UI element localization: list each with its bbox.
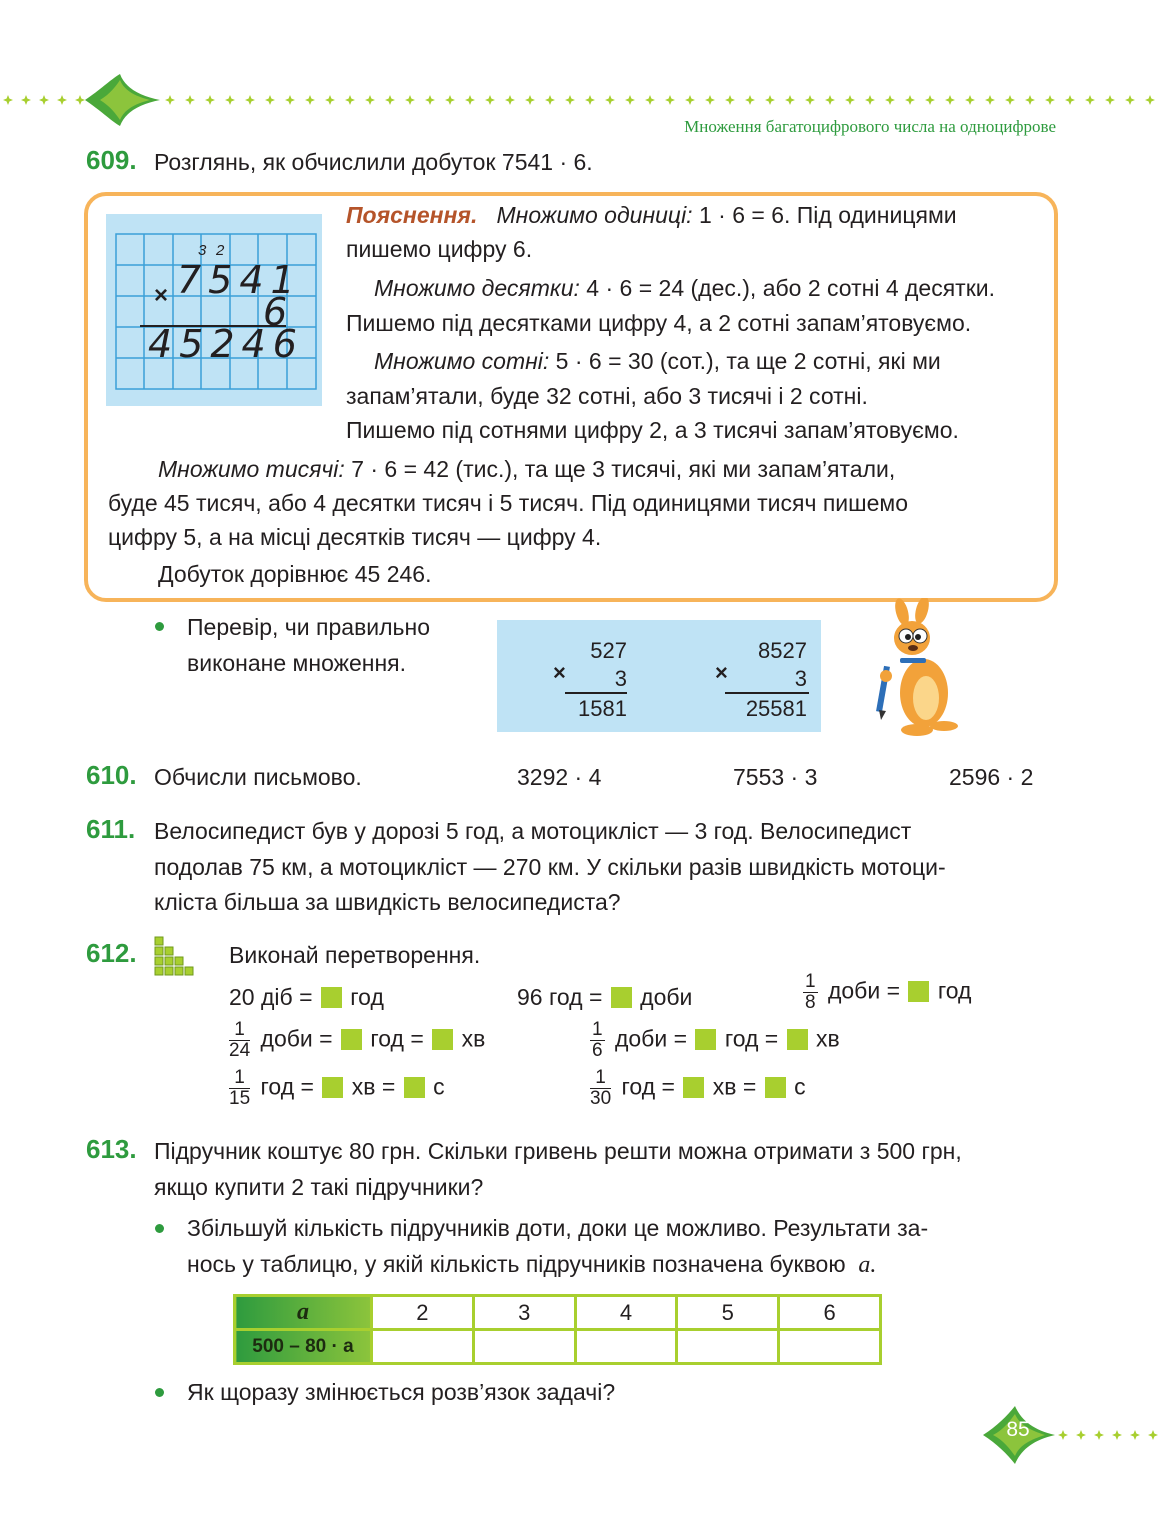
conversion-1: 20 діб = год — [229, 984, 384, 1010]
conversion-2: 96 год = доби — [517, 984, 693, 1010]
expression-2: 7553 · 3 — [733, 764, 818, 790]
conversion-4: $\frac{1}{24}$ доби = год = хв — [229, 1019, 486, 1061]
multiply-sign: × — [154, 282, 169, 309]
bullet — [155, 1224, 164, 1233]
table-empty-cell[interactable] — [779, 1330, 881, 1364]
conversion-3: $\frac{1}{8}$ доби = год — [805, 971, 972, 1013]
table-empty-cell[interactable] — [473, 1330, 575, 1364]
table-header-a: a — [235, 1296, 372, 1330]
results-table — [233, 1294, 882, 1365]
table-empty-cell[interactable] — [372, 1330, 474, 1364]
conversion-6: $\frac{1}{15}$ год = хв = с — [229, 1067, 445, 1109]
exercise-612-task: Виконай перетворення. — [229, 942, 481, 968]
carry-digit-2: 2 — [216, 242, 225, 259]
check-line-1: Перевір, чи правильно — [187, 614, 431, 640]
answer-box — [611, 987, 632, 1008]
variable-a: a. — [858, 1252, 877, 1278]
table-empty-cell[interactable] — [677, 1330, 779, 1364]
explanation-line-11: Добуток дорівнює 45 246. — [158, 561, 432, 587]
exercise-609-task: Розглянь, як обчислили добуток 7541 · 6. — [154, 149, 593, 175]
exercise-610-task: Обчисли письмово. — [154, 764, 362, 790]
grid-multiplicand: 7541 — [177, 258, 302, 302]
explanation-line-7: Пишемо під сотнями цифру 2, а 3 тисячі запам’ятовуємо. — [346, 417, 959, 443]
grid-product: 45246 — [148, 322, 304, 366]
multiplication-grid — [106, 214, 322, 406]
calc1-result: 1581 — [578, 696, 627, 721]
explanation-line-4: Пишемо під десятками цифру 4, а 2 сотні запам’ятовуємо. — [346, 310, 972, 336]
exercise-611-line-3: кліста більша за швидкість велосипедиста? — [154, 889, 621, 915]
running-title: Множення багатоцифрового числа на одноцифрове — [684, 117, 1056, 136]
table-cell: 4 — [575, 1296, 677, 1330]
carry-digit-1: 3 — [198, 242, 207, 259]
calc2-multiplier: 3 — [794, 666, 807, 691]
check-line-2: виконане множення. — [187, 650, 407, 676]
bullet — [155, 1388, 164, 1397]
explanation-line-10: цифру 5, а на місці десятків тисяч — цифру 4. — [108, 524, 602, 550]
difficulty-blocks-icon — [154, 936, 200, 978]
table-empty-cell[interactable] — [575, 1330, 677, 1364]
explanation-line-5: Множимо сотні: 5 · 6 = 30 (сот.), та ще 2 сотні, які ми — [374, 348, 941, 374]
expression-1: 3292 · 4 — [517, 764, 602, 790]
check-calculations-box: × 527 3 1581 × 8527 3 25581 — [497, 620, 821, 732]
exercise-number-610: 610. — [86, 760, 137, 790]
bullet — [155, 622, 164, 631]
conversion-5: $\frac{1}{6}$ доби = год = хв — [592, 1019, 840, 1061]
calc1-multiplier: 3 — [614, 666, 627, 691]
explanation-line-9: буде 45 тисяч, або 4 десятки тисяч і 5 тисяч. Під одиницями тисяч пишемо — [108, 490, 908, 516]
exercise-611-line-1: Велосипедист був у дорозі 5 год, а мотоцикліст — 3 год. Велосипедист — [154, 818, 912, 844]
calc2-multiplicand: 8527 — [758, 638, 807, 663]
answer-box — [321, 987, 342, 1008]
exercise-number-611: 611. — [86, 814, 136, 844]
calc2-result: 25581 — [745, 696, 807, 721]
answer-box — [908, 981, 929, 1002]
bullet-2: Як щоразу змінюється розв’язок задачі? — [187, 1379, 616, 1405]
explanation-label: Пояснення. — [346, 202, 478, 228]
exercise-number-613: 613. — [86, 1134, 137, 1164]
table-cell: 5 — [677, 1296, 779, 1330]
table-cell: 6 — [779, 1296, 881, 1330]
explanation-line-3: Множимо десятки: 4 · 6 = 24 (дес.), або 2 сотні 4 десятки. — [374, 275, 995, 301]
explanation-line-8: Множимо тисячі: 7 · 6 = 42 (тис.), та ще 3 тисячі, які ми запам’ятали, — [158, 456, 896, 482]
expression-3: 2596 · 2 — [949, 764, 1034, 790]
page-number: 85 — [1006, 1418, 1030, 1441]
table-cell: 3 — [473, 1296, 575, 1330]
kangaroo-illustration — [862, 598, 962, 738]
bullet-1-line-1: Збільшуй кількість підручників доти, доки це можливо. Результати за- — [187, 1215, 929, 1241]
calc1-multiplicand: 527 — [590, 638, 627, 663]
conversion-7: $\frac{1}{30}$ год = хв = с — [590, 1067, 806, 1109]
explanation-line-6: запам’ятали, буде 32 сотні, або 3 тисячі і 2 сотні. — [346, 383, 868, 409]
exercise-number-612: 612. — [86, 938, 137, 968]
exercise-number-609: 609. — [86, 145, 137, 175]
exercise-613-line-1: Підручник коштує 80 грн. Скільки гривень решти можна отримати з 500 грн, — [154, 1138, 962, 1164]
bullet-1-line-2: нось у таблицю, у якій кількість підручників позначена буквою a. — [187, 1251, 877, 1278]
exercise-611-line-2: подолав 75 км, а мотоцикліст — 270 км. У скільки разів швидкість мотоци- — [154, 854, 946, 880]
grid-multiplier: 6 — [263, 290, 288, 334]
exercise-613-line-2: якщо купити 2 такі підручники? — [154, 1174, 484, 1200]
table-header-expression: 500 – 80 · a — [235, 1330, 372, 1364]
table-cell: 2 — [372, 1296, 474, 1330]
explanation-line-1: Пояснення. Множимо одиниці: 1 · 6 = 6. Під одиницями — [346, 202, 957, 228]
explanation-line-2: пишемо цифру 6. — [346, 236, 533, 262]
